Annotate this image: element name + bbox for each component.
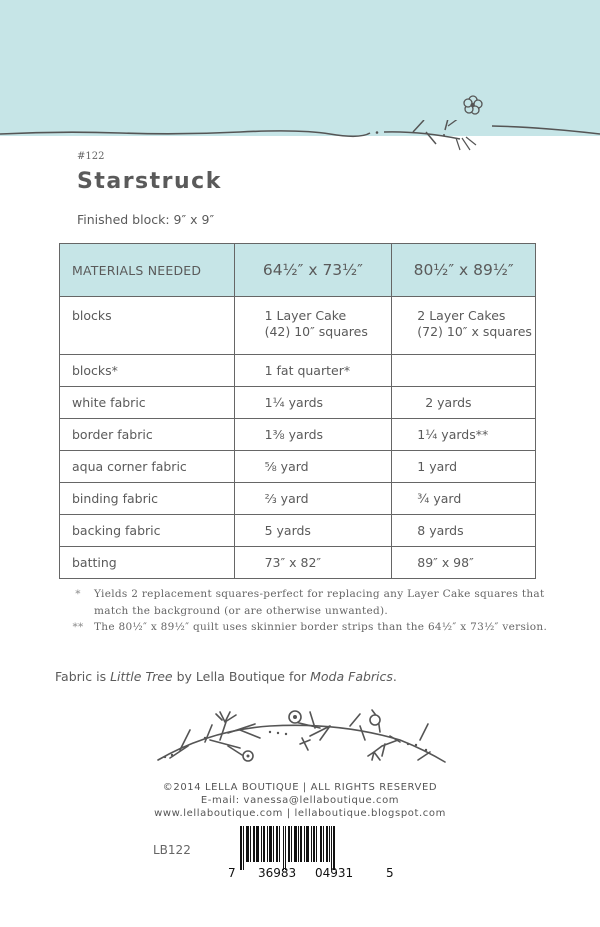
- table-row: [60, 419, 536, 451]
- product-sku: LB122: [153, 843, 191, 857]
- barcode-digits-right: 04931: [315, 866, 354, 880]
- table-row: [60, 355, 536, 387]
- table-row: [60, 515, 536, 547]
- fabric-credit-middle: by Lella Boutique for: [172, 669, 311, 684]
- fabric-credit-prefix: Fabric is: [55, 669, 111, 684]
- large-quilt-amount: 2 yards: [392, 387, 536, 419]
- footnote-mark: **: [72, 621, 84, 633]
- small-quilt-amount: ⅝ yard: [234, 451, 392, 483]
- large-quilt-amount: ¾ yard: [392, 483, 536, 515]
- copyright-line: ©2014 LELLA BOUTIQUE | ALL RIGHTS RESERVED: [162, 782, 438, 793]
- material-name: binding fabric: [60, 483, 235, 515]
- floral-vine-icon: [150, 700, 450, 770]
- barcode-bars: [240, 826, 383, 870]
- material-name: blocks*: [60, 355, 235, 387]
- page-title: Starstruck: [77, 169, 222, 194]
- large-quilt-amount: 1 yard: [392, 451, 536, 483]
- footnote-mark: *: [75, 588, 81, 600]
- barcode-icon: [228, 826, 398, 882]
- small-quilt-amount: 73″ x 82″: [234, 547, 392, 579]
- websites-line: www.lellaboutique.com | lellaboutique.blogspot.com: [154, 808, 446, 819]
- column-header-small-quilt: 64½″ x 73½″: [234, 244, 392, 297]
- large-quilt-amount: [392, 355, 536, 387]
- large-quilt-amount: [392, 297, 536, 355]
- material-name: blocks: [60, 297, 235, 355]
- large-quilt-amount: 8 yards: [392, 515, 536, 547]
- column-header-large-quilt: 80½″ x 89½″: [392, 244, 536, 297]
- table-row: [60, 297, 536, 355]
- small-quilt-amount: [234, 297, 392, 355]
- footnote-text: Yields 2 replacement squares-perfect for replacing any Layer Cake squares that match the background (or are otherwise unwanted).: [94, 588, 545, 617]
- column-header-materials: MATERIALS NEEDED: [60, 244, 235, 297]
- small-quilt-amount: 1¼ yards: [234, 387, 392, 419]
- small-quilt-amount: ⅔ yard: [234, 483, 392, 515]
- amount-line: 2 Layer Cakes: [417, 308, 506, 323]
- material-name: border fabric: [60, 419, 235, 451]
- material-name: aqua corner fabric: [60, 451, 235, 483]
- footnote-double-asterisk: [62, 619, 552, 636]
- materials-table: [59, 243, 536, 579]
- finished-block-size: Finished block: 9″ x 9″: [77, 212, 215, 227]
- fabric-manufacturer-name: Moda Fabrics: [310, 669, 393, 684]
- amount-line: (72) 10″ x squares: [417, 324, 532, 339]
- pattern-number: #122: [77, 151, 105, 162]
- footer-contact: [0, 781, 600, 820]
- small-quilt-amount: 1 fat quarter*: [234, 355, 392, 387]
- table-row: [60, 547, 536, 579]
- small-quilt-amount: 1⅜ yards: [234, 419, 392, 451]
- fabric-credit-suffix: .: [392, 669, 397, 684]
- table-header-row: [60, 244, 536, 297]
- large-quilt-amount: 89″ x 98″: [392, 547, 536, 579]
- fabric-collection-name: Little Tree: [110, 669, 173, 684]
- material-name: batting: [60, 547, 235, 579]
- material-name: backing fabric: [60, 515, 235, 547]
- material-name: white fabric: [60, 387, 235, 419]
- barcode-digits-left: 36983: [258, 866, 297, 880]
- fabric-credit: [55, 669, 397, 684]
- barcode-digit-check: 5: [386, 866, 394, 880]
- large-quilt-amount: 1¼ yards**: [392, 419, 536, 451]
- email-line: E-mail: vanessa@lellaboutique.com: [200, 795, 400, 806]
- table-row: [60, 387, 536, 419]
- small-quilt-amount: 5 yards: [234, 515, 392, 547]
- footnotes: [62, 586, 552, 636]
- amount-line: 1 Layer Cake: [264, 308, 347, 323]
- footnote-single-asterisk: [62, 586, 552, 619]
- barcode-digit-system: 7: [228, 866, 236, 880]
- footnote-text: The 80½″ x 89½″ quilt uses skinnier border strips than the 64½″ x 73½″ version.: [94, 621, 548, 633]
- top-color-band: [0, 0, 600, 136]
- amount-line: (42) 10″ squares: [264, 324, 368, 339]
- table-row: [60, 483, 536, 515]
- table-row: [60, 451, 536, 483]
- flower-icon: [462, 94, 484, 116]
